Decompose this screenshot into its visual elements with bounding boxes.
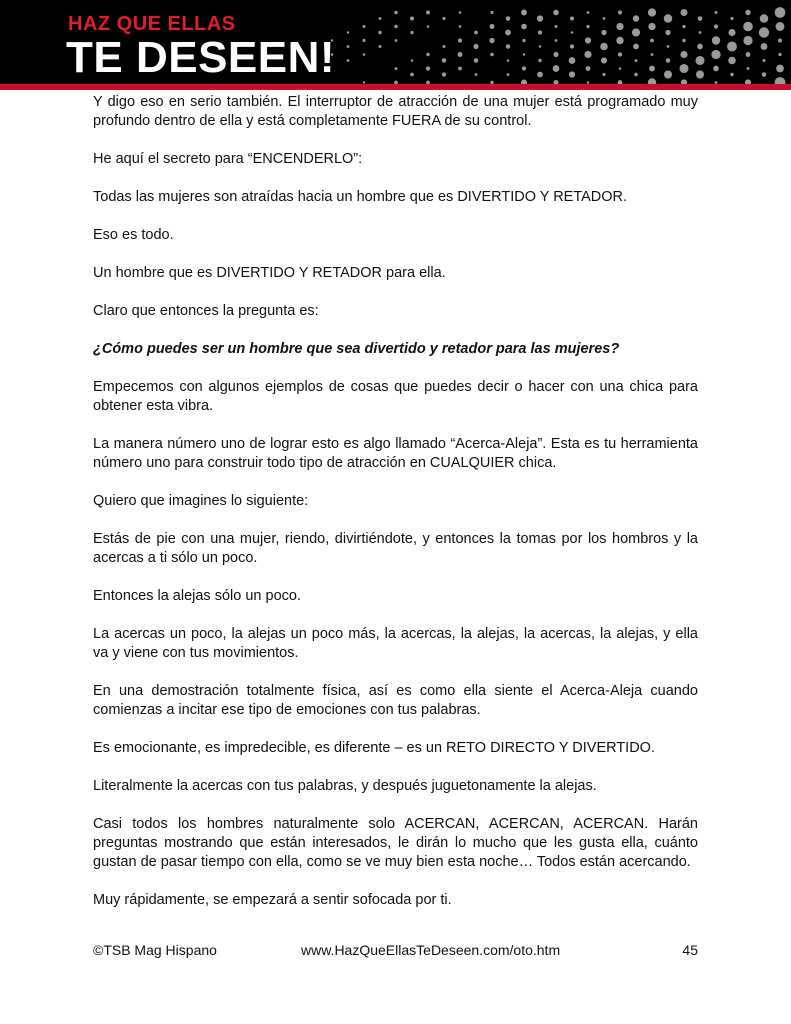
question-heading: ¿Cómo puedes ser un hombre que sea divertido y retador para las mujeres? (93, 341, 620, 357)
paragraph: Casi todos los hombres naturalmente solo ACERCAN, ACERCAN, ACERCAN. Harán preguntas mostrando que están interesados, le dirán lo mucho que les gusta ella, cuánto gustan de pasar tiempo con ella, como se ve muy bien esta noche… Todos están acercando. (93, 816, 698, 870)
header-dot (537, 15, 543, 21)
header-dot (553, 52, 558, 57)
header-dot (633, 15, 639, 21)
paragraph: La manera número uno de lograr esto es algo llamado “Acerca-Aleja”. Esta es tu herramienta número uno para construir todo tipo de atracción en CUALQUIER chica. (93, 436, 698, 471)
footer-url[interactable]: www.HazQueEllasTeDeseen.com/oto.htm (301, 942, 561, 958)
header-dot (743, 22, 753, 32)
header-dot (664, 70, 672, 78)
header-dot (682, 39, 685, 42)
header-dot (570, 16, 574, 20)
header-dot (427, 25, 430, 28)
header-dot (410, 73, 414, 77)
header-dot (713, 66, 719, 72)
header-dot (728, 29, 735, 36)
header-dot (715, 11, 718, 14)
header-red-rule (0, 84, 791, 90)
header-dot (775, 7, 786, 18)
header-dot (746, 52, 751, 57)
header-dot (475, 73, 478, 76)
header-dot (442, 58, 446, 62)
header-dot (778, 38, 782, 42)
header-dot (585, 37, 591, 43)
header-dot (505, 30, 511, 36)
header-dot (699, 31, 702, 34)
header-dot (506, 44, 511, 49)
header-dot (776, 22, 785, 31)
header-dot (648, 8, 656, 16)
paragraph: Muy rápidamente, se empezará a sentir sofocada por ti. (93, 892, 452, 908)
header-dot (442, 45, 445, 48)
header-dot (648, 23, 655, 30)
header-dot (570, 44, 574, 48)
header-dot (760, 14, 769, 23)
header-dot (362, 39, 365, 42)
header-dot (554, 25, 557, 28)
header-dot (616, 37, 623, 44)
page-header (0, 0, 791, 90)
header-dot (347, 31, 349, 33)
header-dot (619, 67, 622, 70)
header-dot (695, 56, 704, 65)
paragraph: Estás de pie con una mujer, riendo, divirtiéndote, y entonces la tomas por los hombros y la acercas a ti sólo un poco. (93, 531, 698, 566)
header-dot (395, 67, 398, 70)
paragraph: La acercas un poco, la alejas un poco más, la acercas, la alejas, la acercas, la alejas, y ella va y viene con tus movimientos. (93, 626, 698, 661)
paragraph: Quiero que imagines lo siguiente: (93, 493, 309, 509)
header-dot (490, 11, 493, 14)
header-dot (410, 31, 413, 34)
header-dot (474, 31, 478, 35)
logo-title: TE DESEEN! (66, 33, 336, 82)
header-dot (521, 24, 527, 30)
body-text (93, 93, 698, 929)
paragraph: Y digo eso en serio también. El interruptor de atracción de una mujer está programado muy profundo dentro de ella y está completamente FUERA de su control. (93, 94, 698, 129)
header-dot (635, 59, 638, 62)
footer-copyright: ©TSB Mag Hispano (93, 942, 217, 958)
header-dot (347, 45, 350, 48)
header-dot (616, 23, 623, 30)
header-dot (728, 57, 736, 65)
paragraph: En una demostración totalmente física, así es como ella siente el Acerca-Aleja cuando comienzas a incitar ese tipo de emociones con tus palabras. (93, 683, 698, 718)
paragraph: Empecemos con algunos ejemplos de cosas que puedes decir o hacer con una chica para obtener esta vibra. (93, 379, 698, 414)
header-dot (762, 72, 767, 77)
header-dot (651, 53, 654, 56)
header-dot (522, 39, 525, 42)
header-dot (601, 30, 606, 35)
header-dot (489, 38, 494, 43)
paragraph: Todas las mujeres son atraídas hacia un hombre que es DIVERTIDO Y RETADOR. (93, 189, 628, 205)
header-dot (537, 72, 543, 78)
header-dot (743, 36, 752, 45)
header-dot (507, 59, 510, 62)
header-dot (363, 53, 366, 56)
header-dot (426, 11, 430, 15)
header-dot (650, 39, 654, 43)
header-dot (667, 45, 670, 48)
header-dot (680, 51, 687, 58)
paragraph: Claro que entonces la pregunta es: (93, 303, 319, 319)
header-dot (666, 58, 671, 63)
header-dot (347, 59, 350, 62)
header-dot (759, 27, 769, 37)
header-dot (664, 14, 672, 22)
header-dot (458, 38, 462, 42)
header-dot (394, 25, 398, 29)
page-number: 45 (682, 942, 698, 958)
paragraph: Entonces la alejas sólo un poco. (93, 588, 301, 604)
header-dot (634, 73, 638, 77)
paragraph: Eso es todo. (93, 227, 174, 243)
header-dot (712, 36, 720, 44)
header-dot (681, 9, 688, 16)
header-dot (601, 57, 607, 63)
header-dot (633, 44, 639, 50)
header-dot (679, 64, 688, 73)
header-dot (600, 43, 608, 51)
header-dot (587, 11, 590, 14)
header-dot (762, 59, 765, 62)
header-dot (682, 25, 685, 28)
header-dot (506, 16, 511, 21)
header-dot (586, 66, 591, 71)
header-dot (523, 53, 525, 55)
header-dot (490, 53, 494, 57)
header-dot (761, 43, 768, 50)
header-dot (778, 53, 781, 56)
header-dot (730, 17, 733, 20)
header-dot (632, 28, 640, 36)
header-dot (776, 65, 784, 73)
header-dot (696, 71, 704, 79)
header-dot (730, 73, 733, 76)
header-dot (426, 66, 430, 70)
header-dot (569, 57, 576, 64)
header-dot (711, 50, 720, 59)
header-dot (538, 59, 541, 62)
header-dot (507, 73, 510, 76)
header-dot (426, 53, 429, 56)
header-dot (697, 44, 703, 50)
header-dot (602, 73, 605, 76)
header-dot (474, 58, 479, 63)
header-dot (555, 39, 558, 42)
header-dot (363, 25, 366, 28)
header-dot (378, 45, 381, 48)
header-dot (775, 77, 786, 84)
header-dot (603, 17, 606, 20)
header-dot (473, 44, 478, 49)
header-dot (745, 10, 750, 15)
header-dot (522, 66, 526, 70)
header-dot (747, 67, 750, 70)
header-dot (714, 24, 718, 28)
header-dot (410, 16, 414, 20)
header-dot (458, 52, 463, 57)
header-dot (521, 10, 527, 16)
paragraph: Es emocionante, es impredecible, es diferente – es un RETO DIRECTO Y DIVERTIDO. (93, 740, 655, 756)
header-dot (378, 31, 381, 34)
paragraph: He aquí el secreto para “ENCENDERLO”: (93, 151, 363, 167)
header-dot (459, 25, 462, 28)
header-dot (584, 51, 591, 58)
header-dot (395, 39, 398, 42)
header-dot (442, 72, 446, 76)
header-dot (539, 45, 542, 48)
header-dot (538, 30, 542, 34)
header-dot (665, 30, 670, 35)
header-dot (459, 11, 462, 14)
header-dot (698, 16, 703, 21)
header-dot (618, 10, 622, 14)
page-footer (93, 942, 698, 962)
header-dot (553, 10, 559, 16)
header-dot (489, 24, 494, 29)
header-dot (649, 66, 655, 72)
header-dot (569, 71, 575, 77)
header-dot (618, 52, 622, 56)
header-dot (379, 17, 382, 20)
header-dot (727, 42, 737, 52)
header-dot (442, 17, 445, 20)
paragraph: Un hombre que es DIVERTIDO Y RETADOR para ella. (93, 265, 446, 281)
header-dot (571, 31, 574, 34)
header-dot (458, 67, 462, 71)
header-dot (553, 65, 560, 72)
logo-tagline: HAZ QUE ELLAS (68, 13, 236, 35)
header-dot (394, 11, 398, 15)
header-dot (411, 59, 414, 62)
paragraph: Literalmente la acercas con tus palabras, y después juguetonamente la alejas. (93, 778, 597, 794)
header-dot (586, 25, 589, 28)
